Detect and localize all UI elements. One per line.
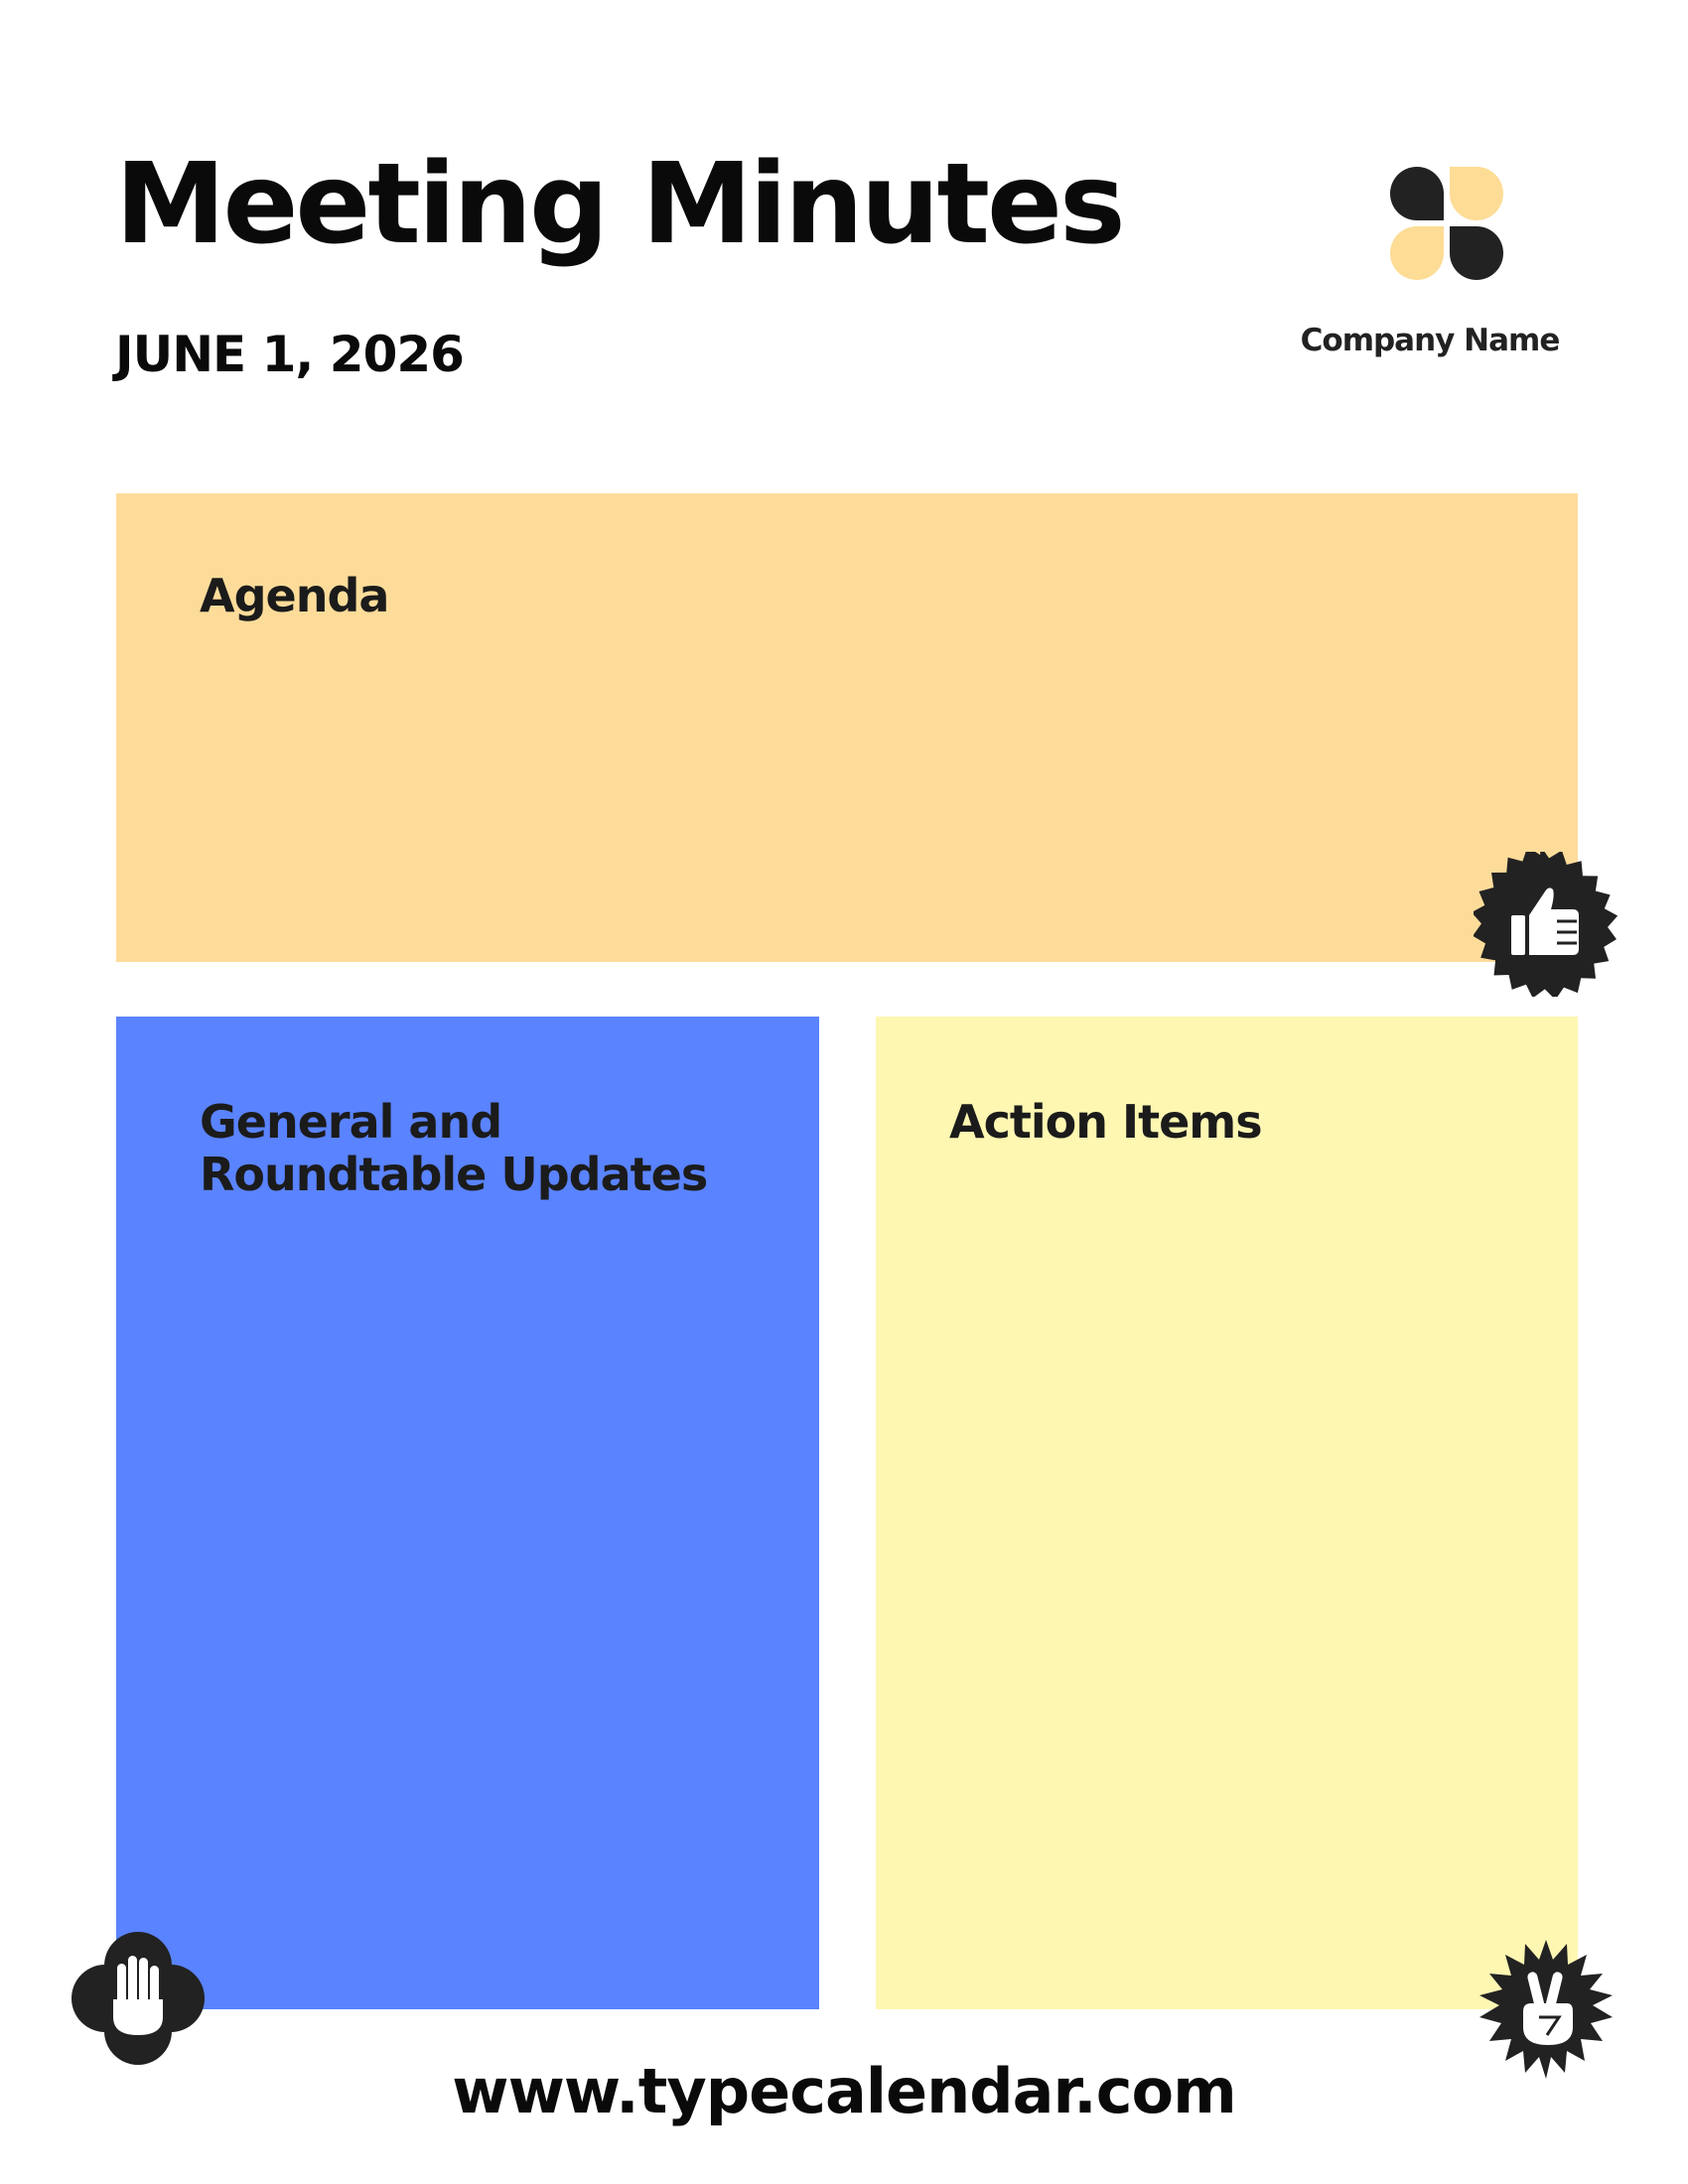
company-logo-icon	[1390, 167, 1503, 280]
raised-hand-icon	[70, 1930, 207, 2067]
thumbs-up-icon	[1474, 852, 1618, 997]
page-title: Meeting Minutes	[115, 140, 1123, 269]
website-link[interactable]: www.typecalendar.com	[452, 2055, 1236, 2127]
general-updates-heading: General and Roundtable Updates	[200, 1095, 708, 1201]
meeting-date: JUNE 1, 2026	[115, 326, 464, 383]
agenda-section	[116, 493, 1578, 962]
agenda-heading: Agenda	[200, 569, 389, 622]
action-items-heading: Action Items	[949, 1095, 1262, 1149]
company-name: Company Name	[1300, 323, 1560, 358]
general-updates-section	[116, 1017, 819, 2009]
action-items-section	[876, 1017, 1578, 2009]
